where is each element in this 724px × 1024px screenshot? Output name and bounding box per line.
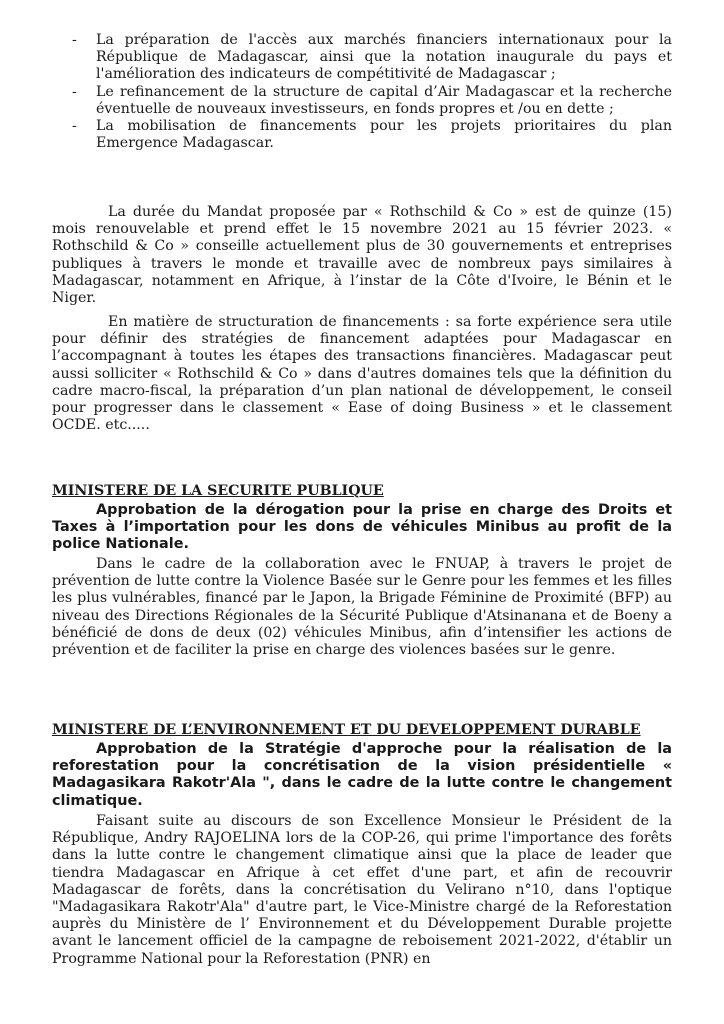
bullet-marker: - [72,83,77,100]
bullet-marker: - [72,118,77,135]
list-item [52,32,672,84]
bullet-text: La préparation de l'accès aux marchés financiers internationaux pour la République de Madagascar, ainsi que la notation inaugurale du pays et l'amélioration des indicateurs de compétitivité de Madagascar ; [96,32,672,83]
section-heading-environnement: MINISTERE DE L’ENVIRONNEMENT ET DU DEVELOPPEMENT DURABLE [52,722,641,738]
paragraph-environnement: Faisant suite au discours de son Excellence Monsieur le Président de la République, Andry RAJOELINA lors de la COP-26, qui prime l'importance des forêts dans la lutte contre le changement climatique ainsi que la place de leader que tiendra Madagascar en Afrique à cet effet d'une part, et afin de recouvrir Madagascar de forêts, dans la concrétisation du Velirano n°10, dans l'optique "Madagasikara Rakotr'Ala" d'autre part, le Vice-Ministre chargé de la Reforestation auprès du Ministère de l’ Environnement et du Développement Durable projette avant le lancement officiel de la campagne de reboisement 2021-2022, d'établir un Programme National pour la Reforestation (PNR) en [52,813,672,967]
paragraph-structuration: En matière de structuration de financements : sa forte expérience sera utile pour définir des stratégies de financement adaptées pour Madagascar en l’accompagnant à toutes les étapes des transactions financières. Madagascar peut aussi solliciter « Rothschild & Co » dans d'autres domaines tels que la définition du cadre macro-fiscal, la préparation d’un plan national de développement, le conseil pour progresser dans le classement « Ease of doing Business » et le classement OCDE. etc..... [52,314,672,434]
bullet-marker: - [72,32,77,48]
bullet-list [52,32,672,152]
bullet-text: Le refinancement de la structure de capital d’Air Madagascar et la recherche éventuelle de nouveaux investisseurs, en fonds propres et /ou en dette ; [96,83,672,117]
paragraph-securite: Dans le cadre de la collaboration avec le FNUAP, à travers le projet de prévention de lutte contre la Violence Basée sur le Genre pour les femmes et les filles les plus vulnérables, financé par le Japon, la Brigade Féminine de Proximité (BFP) au niveau des Directions Régionales de la Sécurité Publique d'Atsinanana et de Boeny a bénéficié de dons de deux (02) véhicules Minibus, afin d’intensifier les actions de prévention et de faciliter la prise en charge des violences basées sur le genre. [52,556,672,659]
list-item [52,118,672,152]
bullet-text: La mobilisation de financements pour les projets prioritaires du plan Emergence Madagascar. [96,118,672,152]
list-item [52,84,672,118]
section-heading-securite: MINISTERE DE LA SECURITE PUBLIQUE [52,483,384,499]
section-subheading-securite: Approbation de la dérogation pour la prise en charge des Droits et Taxes à l’importation pour les dons de véhicules Minibus au profit de la police Nationale. [52,502,672,553]
section-subheading-environnement: Approbation de la Stratégie d'approche pour la réalisation de la reforestation pour la concrétisation de la vision présidentielle « Madagasikara Rakotr'Ala ", dans le cadre de la lutte contre le changement climatique. [52,741,672,809]
paragraph-mandat: La durée du Mandat proposée par « Rothschild & Co » est de quinze (15) mois renouvelable et prend effet le 15 novembre 2021 au 15 février 2023. « Rothschild & Co » conseille actuellement plus de 30 gouvernements et entreprises publiques à travers le monde et travaille avec de nombreux pays similaires à Madagascar, notamment en Afrique, à l’instar de la Côte d'Ivoire, le Bénin et le Niger. [52,204,672,307]
